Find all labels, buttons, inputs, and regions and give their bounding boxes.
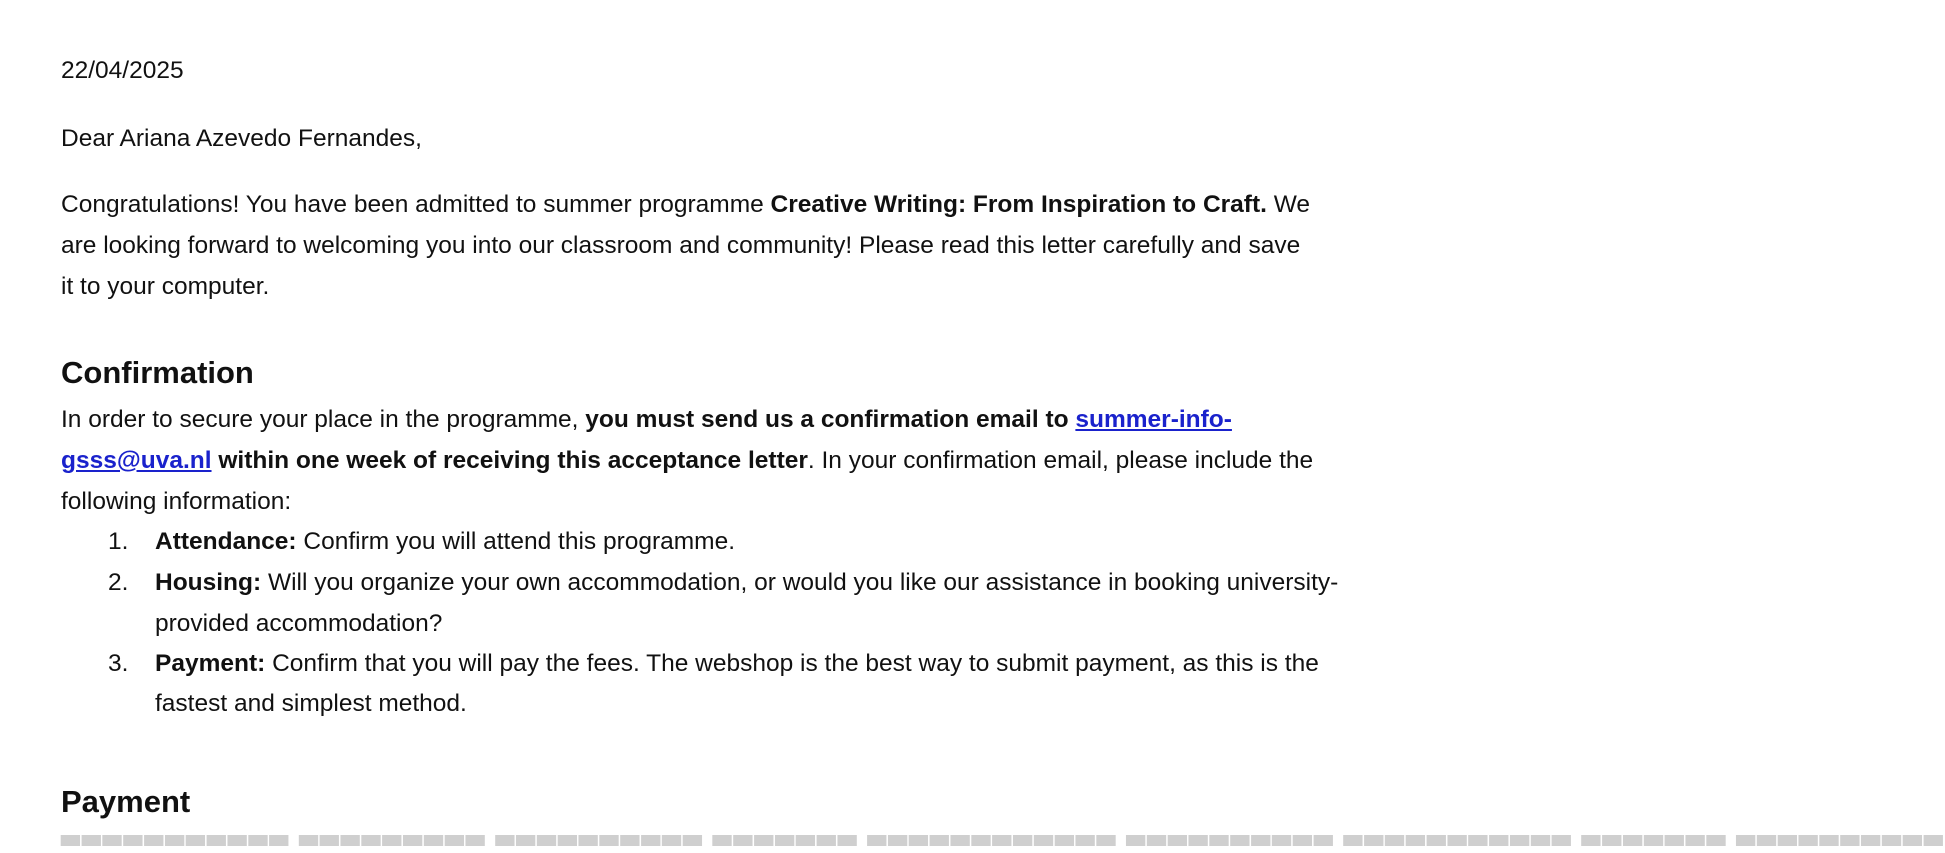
list-number: 2. [108, 569, 129, 596]
confirmation-line-3: following information: [61, 488, 292, 515]
programme-name: Creative Writing: From Inspiration to Craft. [770, 191, 1267, 218]
email-link-continued[interactable]: gsss@uva.nl [61, 447, 212, 474]
letter-date: 22/04/2025 [61, 57, 184, 84]
confirmation-heading: Confirmation [61, 355, 254, 390]
intro-line-1: Congratulations! You have been admitted to summer programme Creative Writing: From Inspiration to Craft. We [61, 191, 1311, 218]
list-label: Payment: [155, 650, 266, 677]
confirmation-line-1: In order to secure your place in the programme, you must send us a confirmation email to summer-info- [61, 406, 1232, 433]
confirmation-line-2: gsss@uva.nl within one week of receiving this acceptance letter. In your confirmation email, please include the [61, 447, 1314, 474]
intro-line-3: it to your computer. [61, 273, 270, 300]
cropped-text-line: ▃▃▃▃▃▃▃▃▃▃▃ ▃▃▃▃▃▃▃▃▃ ▃▃▃▃▃▃▃▃▃▃ ▃▃▃▃▃▃▃ ▃▃▃▃▃▃▃▃▃▃▃▃ ▃▃▃▃▃▃▃▃▃▃ ▃▃▃▃▃▃▃▃▃▃▃ ▃▃▃▃▃▃▃ ▃▃▃▃▃▃▃▃▃▃ [61, 819, 1945, 846]
payment-heading: Payment [61, 784, 191, 819]
list-number: 3. [108, 650, 129, 677]
list-label: Housing: [155, 569, 262, 596]
intro-line-2: are looking forward to welcoming you into our classroom and community! Please read this letter carefully and save [61, 232, 1301, 259]
email-link[interactable]: summer-info- [1075, 406, 1232, 433]
list-number: 1. [108, 528, 129, 555]
list-label: Attendance: [155, 528, 297, 555]
letter-salutation: Dear Ariana Azevedo Fernandes, [61, 125, 422, 152]
